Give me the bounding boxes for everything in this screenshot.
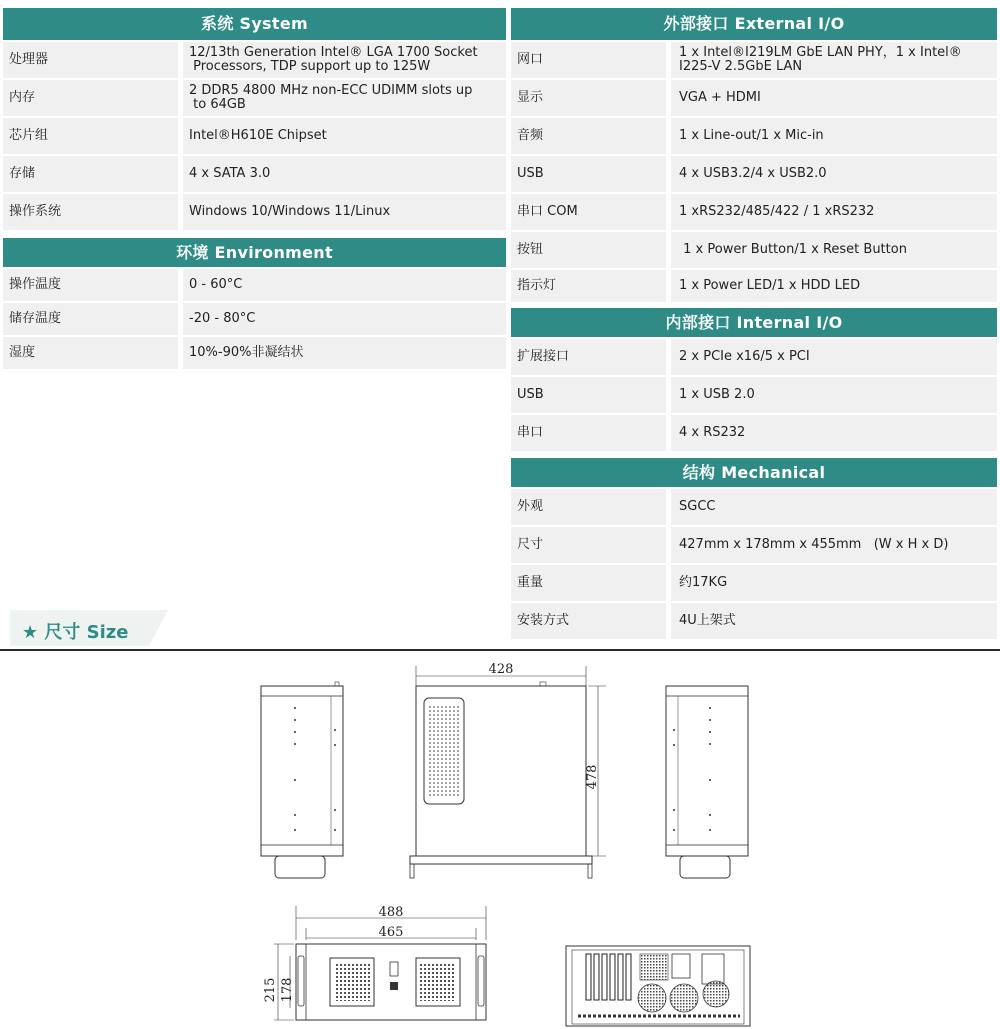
spec-value: 2 DDR5 4800 MHz non-ECC UDIMM slots up to 64GB xyxy=(183,80,506,116)
spec-key: 操作系统 xyxy=(3,194,178,230)
spec-value: 约17KG xyxy=(671,565,997,601)
spec-key: 重量 xyxy=(511,565,666,601)
spec-row xyxy=(3,156,506,192)
spec-row xyxy=(3,337,506,369)
spec-key: 串口 COM xyxy=(511,194,666,230)
spec-key: 操作温度 xyxy=(3,269,178,301)
front-outer-width-dimension: 488 xyxy=(378,905,404,920)
spec-value: 1 x Power Button/1 x Reset Button xyxy=(671,232,997,268)
spec-value: 2 x PCIe x16/5 x PCI xyxy=(671,339,997,375)
spec-value: -20 - 80°C xyxy=(183,303,506,335)
spec-value: Windows 10/Windows 11/Linux xyxy=(183,194,506,230)
left-side-view-drawing xyxy=(255,680,350,885)
front-view-drawing xyxy=(260,900,500,1025)
spec-key: 存储 xyxy=(3,156,178,192)
spec-key: USB xyxy=(511,377,666,413)
spec-row xyxy=(511,339,997,375)
spec-row xyxy=(511,42,997,78)
spec-key: 显示 xyxy=(511,80,666,116)
spec-row xyxy=(3,80,506,116)
spec-key: 按钮 xyxy=(511,232,666,268)
spec-value: 4U上架式 xyxy=(671,603,997,639)
spec-value: SGCC xyxy=(671,489,997,525)
internal-io-section-title: 内部接口 Internal I/O xyxy=(511,308,997,337)
spec-key: 安装方式 xyxy=(511,603,666,639)
spec-value: 0 - 60°C xyxy=(183,269,506,301)
spec-row xyxy=(511,194,997,230)
size-section-banner xyxy=(10,610,168,646)
spec-row xyxy=(3,118,506,154)
mechanical-section-title: 结构 Mechanical xyxy=(511,458,997,487)
external-io-section-title: 外部接口 External I/O xyxy=(511,8,997,40)
spec-row xyxy=(511,232,997,268)
spec-value: 1 x Line-out/1 x Mic-in xyxy=(671,118,997,154)
top-view-drawing xyxy=(400,660,610,885)
spec-row xyxy=(3,194,506,230)
spec-row xyxy=(3,42,506,78)
spec-key: 音频 xyxy=(511,118,666,154)
right-side-view-drawing xyxy=(660,680,755,885)
spec-key: USB xyxy=(511,156,666,192)
rear-view-drawing xyxy=(560,940,755,1028)
spec-key: 外观 xyxy=(511,489,666,525)
spec-row xyxy=(511,565,997,601)
spec-row xyxy=(511,377,997,413)
spec-value: 1 x USB 2.0 xyxy=(671,377,997,413)
spec-value: VGA + HDMI xyxy=(671,80,997,116)
size-section-title: ★ 尺寸 Size xyxy=(22,622,129,643)
spec-key: 扩展接口 xyxy=(511,339,666,375)
spec-value: 1 xRS232/485/422 / 1 xRS232 xyxy=(671,194,997,230)
spec-row xyxy=(511,156,997,192)
front-inner-height-dimension: 178 xyxy=(280,977,295,1003)
spec-row xyxy=(511,603,997,639)
spec-key: 尺寸 xyxy=(511,527,666,563)
spec-key: 湿度 xyxy=(3,337,178,369)
spec-value: 4 x SATA 3.0 xyxy=(183,156,506,192)
spec-value: 4 x USB3.2/4 x USB2.0 xyxy=(671,156,997,192)
spec-key: 指示灯 xyxy=(511,270,666,302)
spec-row xyxy=(511,80,997,116)
spec-value: 10%-90%非凝结状 xyxy=(183,337,506,369)
spec-value: 12/13th Generation Intel® LGA 1700 Socket Processors, TDP support up to 125W xyxy=(183,42,506,78)
spec-row xyxy=(511,527,997,563)
spec-row xyxy=(511,118,997,154)
top-width-dimension: 428 xyxy=(488,662,514,677)
spec-row xyxy=(511,415,997,451)
top-depth-dimension: 478 xyxy=(585,764,600,790)
spec-key: 网口 xyxy=(511,42,666,78)
spec-key: 内存 xyxy=(3,80,178,116)
spec-value: 1 x Intel®I219LM GbE LAN PHY，1 x Intel® I225-V 2.5GbE LAN xyxy=(671,42,997,78)
spec-row xyxy=(3,303,506,335)
spec-value: 4 x RS232 xyxy=(671,415,997,451)
spec-row xyxy=(511,270,997,302)
right-column xyxy=(511,8,997,641)
left-column xyxy=(3,8,506,371)
spec-key: 芯片组 xyxy=(3,118,178,154)
spec-row xyxy=(3,269,506,301)
system-section-title: 系统 System xyxy=(3,8,506,40)
spec-value: 427mm x 178mm x 455mm (W x H x D) xyxy=(671,527,997,563)
environment-section-title: 环境 Environment xyxy=(3,238,506,267)
front-outer-height-dimension: 215 xyxy=(263,977,278,1003)
spec-value: 1 x Power LED/1 x HDD LED xyxy=(671,270,997,302)
spec-key: 处理器 xyxy=(3,42,178,78)
spec-row xyxy=(511,489,997,525)
spec-key: 串口 xyxy=(511,415,666,451)
spec-key: 储存温度 xyxy=(3,303,178,335)
section-divider xyxy=(0,649,1000,651)
spec-value: Intel®H610E Chipset xyxy=(183,118,506,154)
front-inner-width-dimension: 465 xyxy=(378,925,404,940)
